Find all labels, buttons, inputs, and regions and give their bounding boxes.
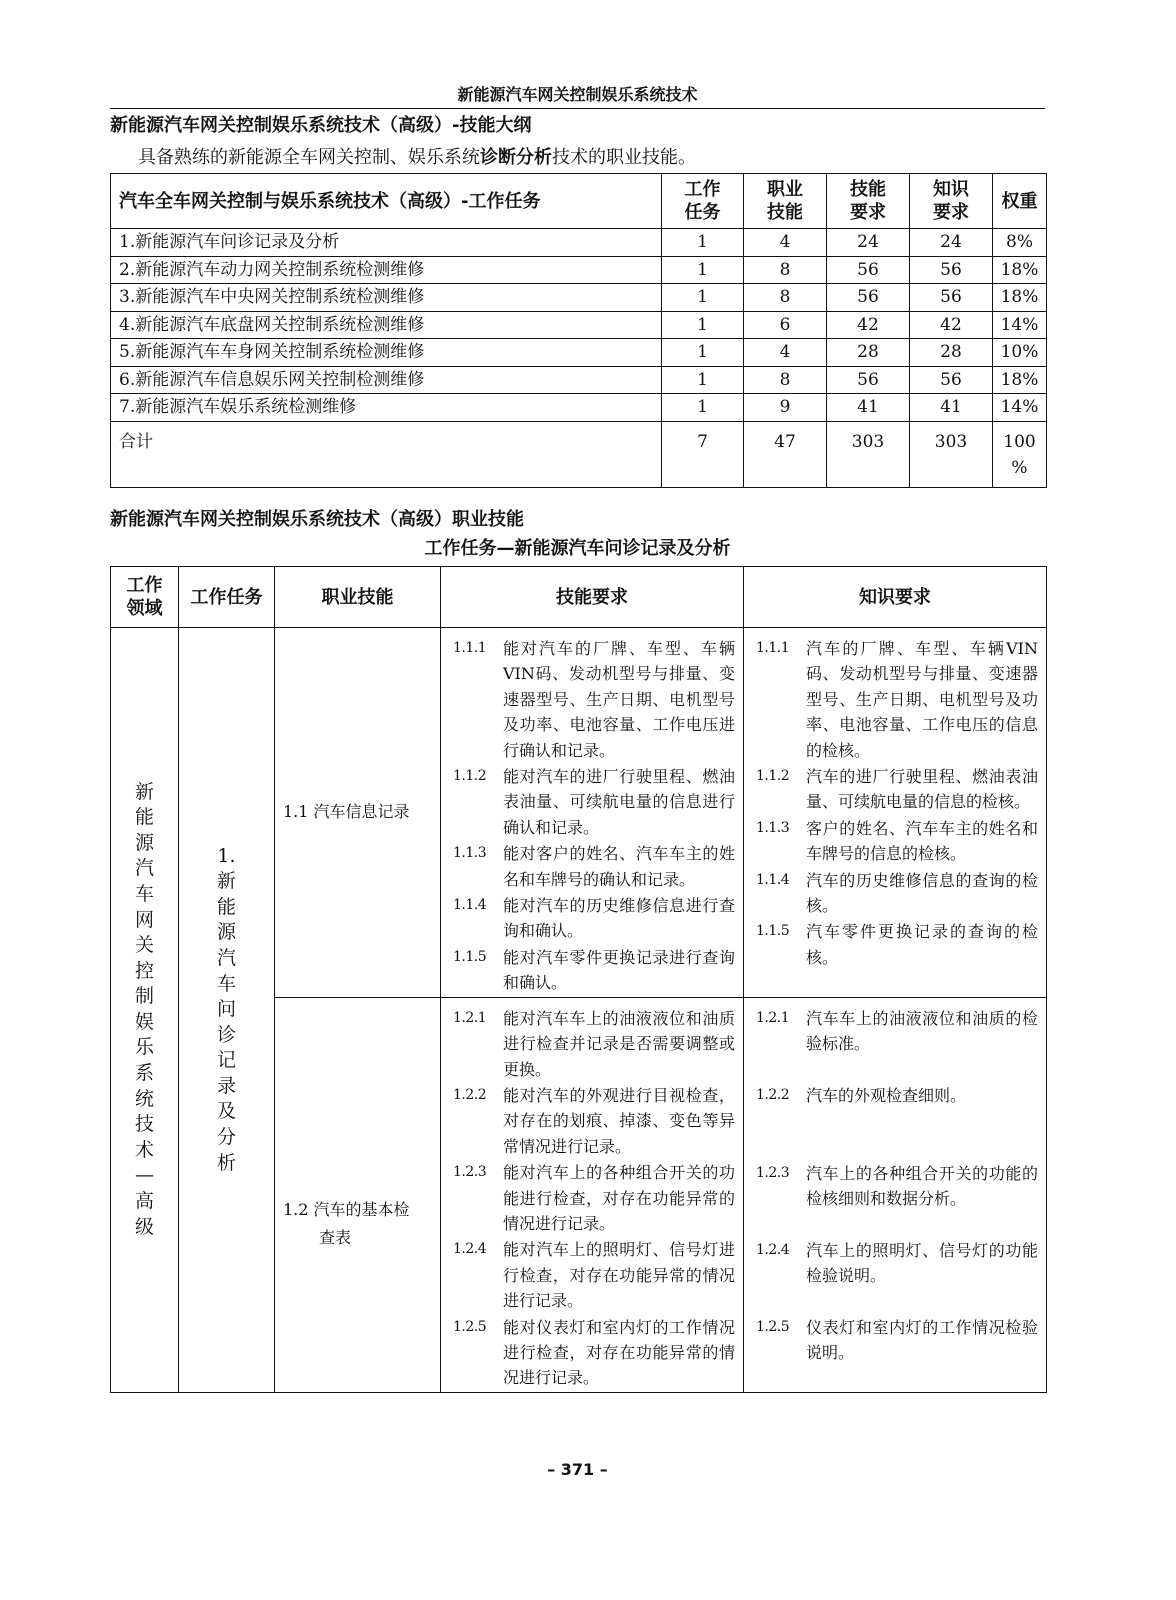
row-name: 6.新能源汽车信息娱乐网关控制检测维修 (111, 366, 662, 394)
knowledge-number: 1.2.5 (756, 1318, 790, 1335)
requirement-text: 能对汽车的历史维修信息进行查询和确认。 (503, 896, 735, 941)
knowledge-number: 1.1.4 (756, 871, 790, 888)
row-know-req: 41 (910, 394, 993, 422)
intro-text-before: 具备熟练的新能源全车网关控制、娱乐系统 (138, 147, 480, 168)
row-know-req: 56 (910, 284, 993, 312)
header-weight: 权重 (993, 174, 1047, 229)
requirement-item (441, 636, 743, 763)
requirement-number: 1.2.1 (453, 1009, 487, 1026)
requirement-number: 1.1.5 (453, 948, 487, 965)
knowledge-text: 汽车零件更换记录的查询的检核。 (806, 922, 1038, 967)
section-title-skills: 新能源汽车网关控制娱乐系统技术（高级）职业技能 (110, 509, 524, 530)
knowledge-text: 汽车车上的油液液位和油质的检验标准。 (806, 1008, 1038, 1054)
row-tasks: 1 (662, 256, 744, 284)
total-know-req: 303 (910, 421, 993, 487)
knowledge-text: 客户的姓名、汽车车主的姓名和车牌号的信息的检核。 (806, 818, 1038, 864)
requirement-number: 1.2.2 (453, 1086, 487, 1103)
outline-row (111, 311, 1047, 339)
requirement-text: 能对客户的姓名、汽车车主的姓名和车牌号的确认和记录。 (503, 844, 735, 889)
knowledge-requirements-cell (744, 997, 1047, 1392)
row-know-req: 56 (910, 366, 993, 394)
page-number: – 371 – (547, 1460, 608, 1479)
skill-name: 1.2 汽车的基本检 (283, 1199, 410, 1219)
row-skill-req: 56 (827, 256, 910, 284)
knowledge-item (744, 1161, 1046, 1212)
requirement-text: 能对仪表灯和室内灯的工作情况进行检查，对存在功能异常的情况进行记录。 (503, 1317, 735, 1388)
requirement-text: 能对汽车的外观进行目视检查，对存在的划痕、掉漆、变色等异常情况进行记录。 (503, 1085, 735, 1156)
row-skill-req: 24 (827, 229, 910, 257)
total-weight (993, 421, 1047, 487)
spacer (744, 1290, 1046, 1315)
outline-row (111, 394, 1047, 422)
knowledge-item (744, 919, 1046, 970)
row-tasks: 1 (662, 366, 744, 394)
row-skills: 8 (744, 284, 827, 312)
knowledge-text: 仪表灯和室内灯的工作情况检验说明。 (806, 1317, 1038, 1362)
requirement-number: 1.1.2 (453, 768, 487, 785)
knowledge-item (744, 764, 1046, 815)
total-tasks: 7 (662, 421, 744, 487)
outline-row (111, 284, 1047, 312)
header-skill-requirements: 技能要求 (441, 567, 744, 628)
outline-total-row (111, 421, 1047, 487)
knowledge-text: 汽车的厂牌、车型、车辆VIN码、发动机型号与排量、变速器型号、生产日期、电机型号及功率、电池容量、工作电压的信息的检核。 (806, 639, 1038, 760)
task-cell (179, 628, 275, 1393)
knowledge-number: 1.1.1 (756, 640, 790, 656)
knowledge-item (744, 1083, 1046, 1108)
row-know-req: 28 (910, 339, 993, 367)
requirement-number: 1.1.3 (453, 845, 487, 862)
spacer (744, 1109, 1046, 1161)
header-know-req (910, 174, 993, 229)
requirement-number: 1.2.3 (453, 1164, 487, 1181)
requirement-item (441, 764, 743, 840)
requirement-number: 1.1.4 (453, 897, 487, 914)
requirement-text: 能对汽车车上的油液液位和油质进行检查并记录是否需要调整或更换。 (503, 1008, 735, 1079)
row-name: 5.新能源汽车车身网关控制系统检测维修 (111, 339, 662, 367)
requirement-text: 能对汽车的厂牌、车型、车辆VIN码、发动机型号与排量、变速器型号、生产日期、电机型号及功率、电池容量、工作电压进行确认和记录。 (503, 639, 735, 760)
row-know-req: 42 (910, 311, 993, 339)
knowledge-item (744, 1238, 1046, 1289)
row-name: 1.新能源汽车问诊记录及分析 (111, 229, 662, 257)
header-skills-text: 职业技能 (767, 179, 803, 223)
knowledge-requirements-cell (744, 628, 1047, 998)
total-weight-line2: % (1011, 457, 1028, 478)
total-skills: 47 (744, 421, 827, 487)
row-know-req: 24 (910, 229, 993, 257)
section-title-outline: 新能源汽车网关控制娱乐系统技术（高级）-技能大纲 (110, 115, 532, 136)
row-weight: 14% (993, 311, 1047, 339)
knowledge-text: 汽车上的各种组合开关的功能的检核细则和数据分析。 (806, 1163, 1038, 1209)
header-domain (111, 567, 179, 628)
knowledge-number: 1.2.4 (756, 1241, 790, 1258)
row-know-req: 56 (910, 256, 993, 284)
row-name: 4.新能源汽车底盘网关控制系统检测维修 (111, 311, 662, 339)
skill-cell (275, 628, 441, 998)
requirement-item (441, 1006, 743, 1082)
skill-requirements-cell (441, 628, 744, 998)
knowledge-number: 1.1.3 (756, 819, 790, 836)
requirement-item (441, 1083, 743, 1159)
requirement-item (441, 945, 743, 996)
skill-requirements-cell (441, 997, 744, 1392)
outline-row (111, 229, 1047, 257)
knowledge-text: 汽车的进厂行驶里程、燃油表油量、可续航电量的信息的检核。 (806, 767, 1038, 812)
skill-name: 1.1 汽车信息记录 (283, 802, 410, 822)
knowledge-number: 1.2.3 (756, 1164, 790, 1181)
row-tasks: 1 (662, 229, 744, 257)
knowledge-number: 1.2.1 (756, 1009, 790, 1026)
row-skill-req: 42 (827, 311, 910, 339)
requirement-number: 1.2.4 (453, 1241, 487, 1258)
row-weight: 18% (993, 366, 1047, 394)
knowledge-item (744, 816, 1046, 867)
row-skill-req: 56 (827, 366, 910, 394)
row-skills: 8 (744, 366, 827, 394)
header-skills (744, 174, 827, 229)
knowledge-item (744, 1315, 1046, 1366)
header-skill: 职业技能 (275, 567, 441, 628)
row-name: 2.新能源汽车动力网关控制系统检测维修 (111, 256, 662, 284)
row-skills: 4 (744, 229, 827, 257)
knowledge-item (744, 636, 1046, 763)
intro-text-after: 技术的职业技能。 (552, 147, 696, 168)
requirement-item (441, 1315, 743, 1391)
outline-row (111, 339, 1047, 367)
total-weight-line1: 100 (1003, 431, 1036, 452)
header-know-req-text: 知识要求 (933, 179, 969, 223)
knowledge-text: 汽车的外观检查细则。 (806, 1085, 967, 1105)
requirement-number: 1.1.1 (453, 640, 487, 656)
requirement-text: 能对汽车上的照明灯、信号灯进行检查，对存在功能异常的情况进行记录。 (503, 1240, 735, 1311)
outline-row (111, 256, 1047, 284)
outline-row (111, 366, 1047, 394)
row-skills: 6 (744, 311, 827, 339)
skill-group-row (111, 628, 1047, 998)
task-text: 1.新能源汽车问诊记录及分析 (216, 844, 236, 1174)
skill-name-line2: 查表 (319, 1227, 352, 1247)
outline-table (110, 173, 1047, 488)
knowledge-text: 汽车的历史维修信息的查询的检核。 (806, 870, 1038, 916)
row-skills: 8 (744, 256, 827, 284)
knowledge-number: 1.1.5 (756, 923, 790, 940)
row-skill-req: 41 (827, 394, 910, 422)
knowledge-text: 汽车上的照明灯、信号灯的功能检验说明。 (806, 1240, 1038, 1286)
requirement-text: 能对汽车的进厂行驶里程、燃油表油量、可续航电量的信息进行确认和记录。 (503, 767, 735, 837)
row-name: 7.新能源汽车娱乐系统检测维修 (111, 394, 662, 422)
spacer (744, 1213, 1046, 1238)
running-header: 新能源汽车网关控制娱乐系统技术 (457, 85, 698, 104)
knowledge-item (744, 868, 1046, 919)
skill-cell (275, 997, 441, 1392)
row-skill-req: 56 (827, 284, 910, 312)
row-skill-req: 28 (827, 339, 910, 367)
requirement-text: 能对汽车上的各种组合开关的功能进行检查，对存在功能异常的情况进行记录。 (503, 1163, 735, 1233)
row-weight: 18% (993, 256, 1047, 284)
domain-cell (111, 628, 179, 1393)
knowledge-item (744, 1006, 1046, 1057)
row-skills: 4 (744, 339, 827, 367)
row-skills: 9 (744, 394, 827, 422)
requirement-item (441, 841, 743, 892)
total-label: 合计 (111, 421, 662, 487)
requirement-text: 能对汽车零件更换记录进行查询和确认。 (503, 947, 735, 993)
row-name: 3.新能源汽车中央网关控制系统检测维修 (111, 284, 662, 312)
intro-text-bold: 诊断分析 (480, 147, 552, 168)
header-work-task-title: 汽车全车网关控制与娱乐系统技术（高级）-工作任务 (111, 174, 662, 229)
requirement-number: 1.2.5 (453, 1318, 487, 1335)
row-weight: 8% (993, 229, 1047, 257)
skills-table (110, 566, 1047, 1393)
row-tasks: 1 (662, 284, 744, 312)
task-subtitle: 工作任务—新能源汽车问诊记录及分析 (424, 538, 731, 559)
outline-header-row (111, 174, 1047, 229)
spacer (744, 1058, 1046, 1083)
row-tasks: 1 (662, 339, 744, 367)
knowledge-number: 1.2.2 (756, 1086, 790, 1103)
header-skill-req (827, 174, 910, 229)
skills-header-row (111, 567, 1047, 628)
total-skill-req: 303 (827, 421, 910, 487)
requirement-item (441, 893, 743, 944)
header-tasks-text: 工作任务 (684, 179, 721, 223)
row-weight: 14% (993, 394, 1047, 422)
requirement-item (441, 1237, 743, 1313)
requirement-item (441, 1160, 743, 1236)
row-tasks: 1 (662, 394, 744, 422)
header-skill-req-text: 技能要求 (850, 179, 886, 223)
header-knowledge-requirements: 知识要求 (744, 567, 1047, 628)
intro-paragraph (138, 146, 696, 170)
header-task: 工作任务 (179, 567, 275, 628)
header-tasks (662, 174, 744, 229)
header-rule (110, 108, 1045, 109)
domain-text: 新能源汽车网关控制娱乐系统技术—高级 (134, 780, 154, 1238)
row-tasks: 1 (662, 311, 744, 339)
row-weight: 18% (993, 284, 1047, 312)
knowledge-number: 1.1.2 (756, 768, 790, 785)
header-domain-text: 工作领域 (126, 575, 163, 619)
row-weight: 10% (993, 339, 1047, 367)
